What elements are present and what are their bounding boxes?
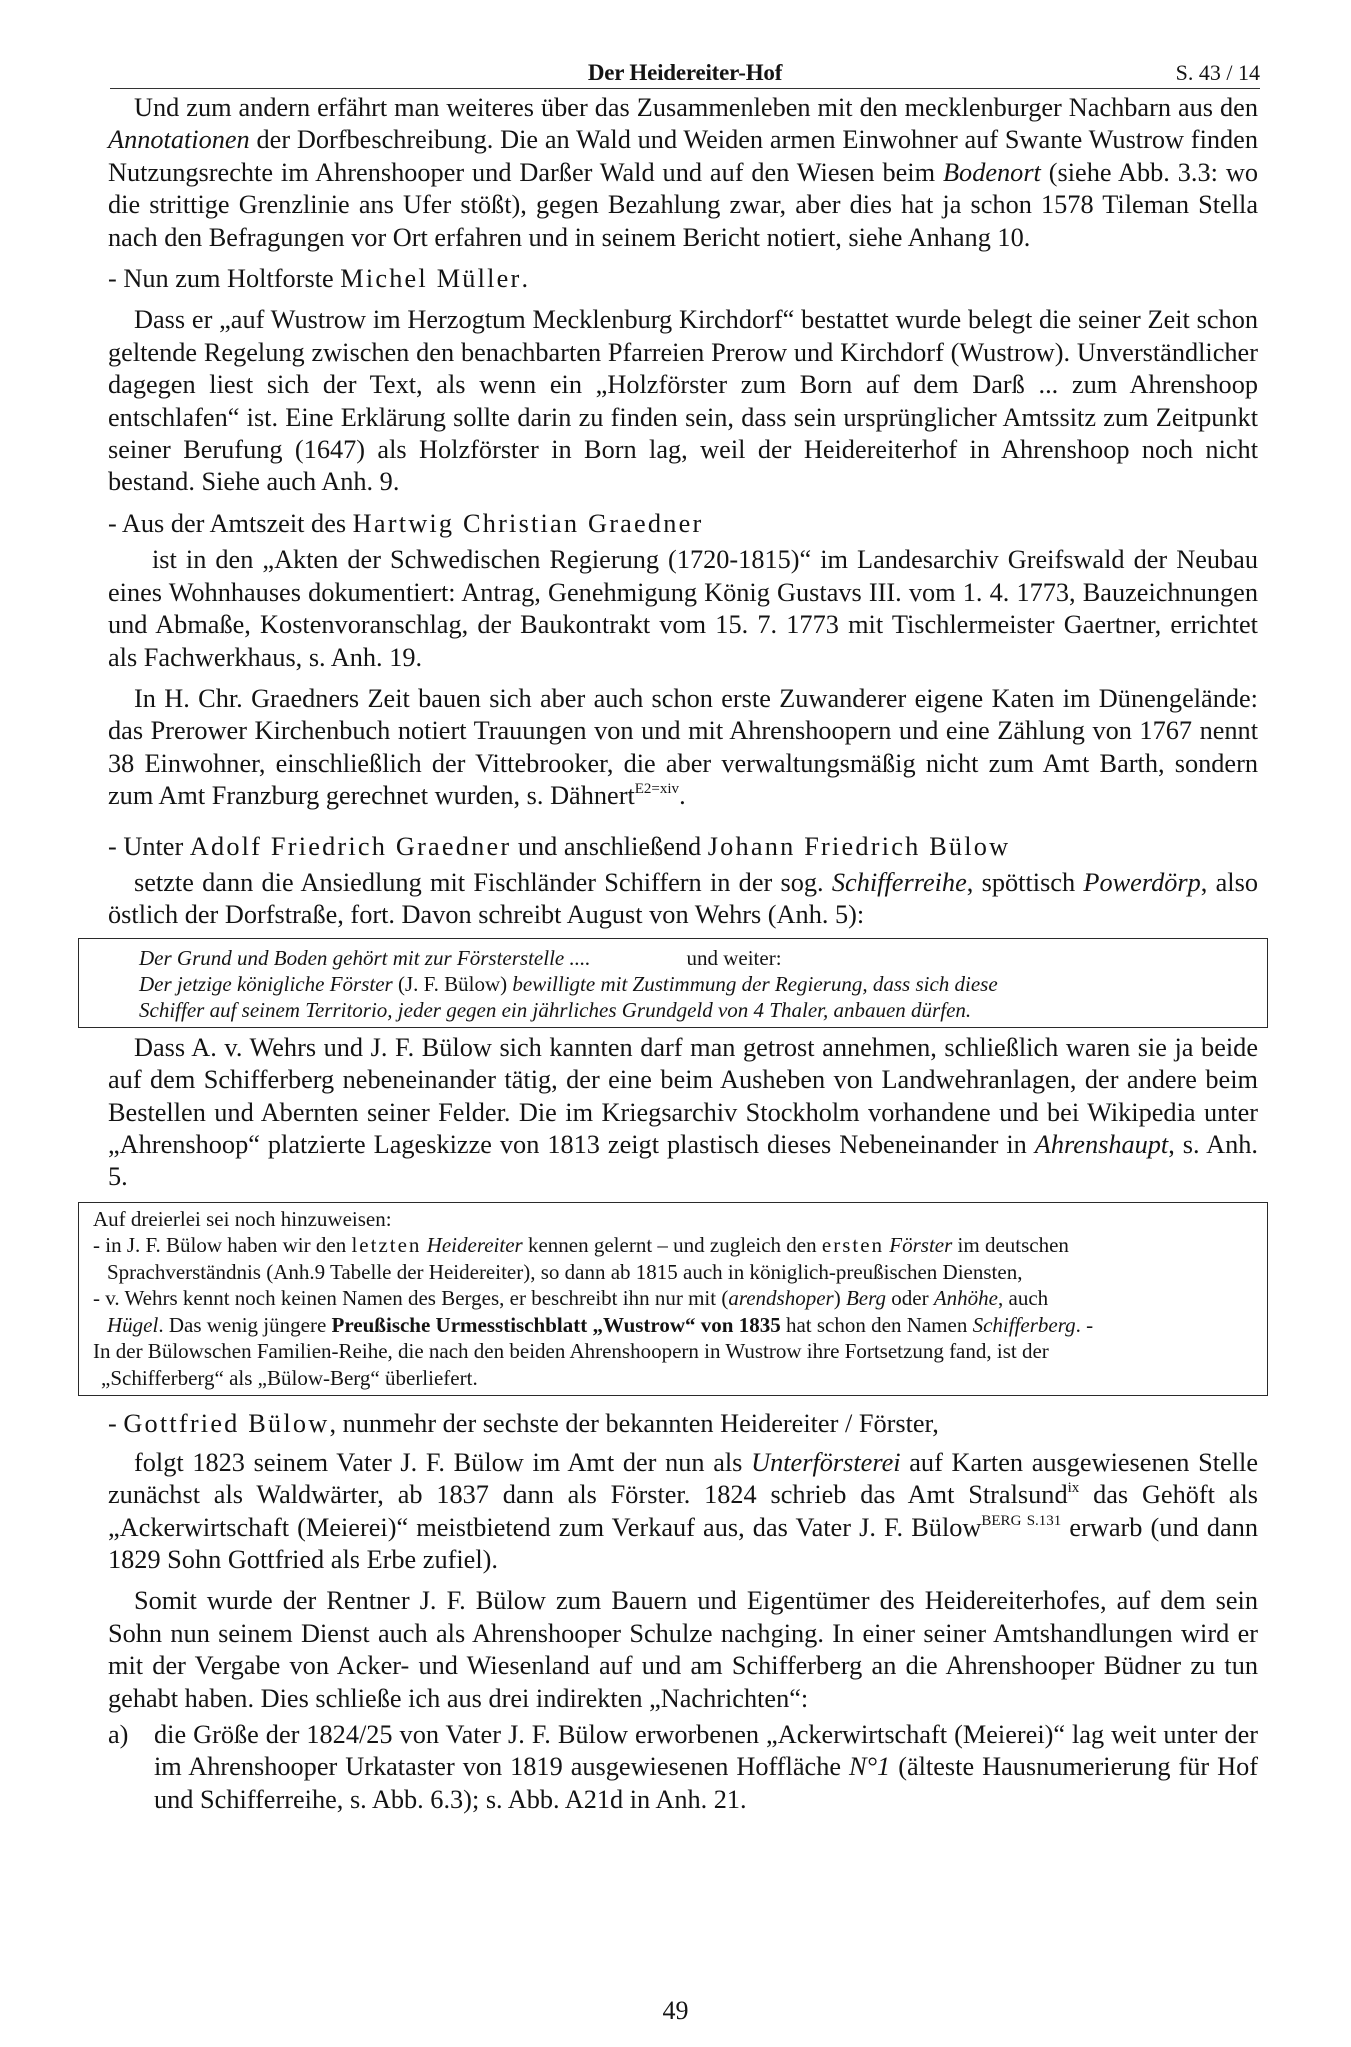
chapter-title: Der Heidereiter-Hof [587,60,783,85]
text: - Aus der Amtszeit des [108,508,353,538]
emphasis: Berg [845,1286,887,1311]
section-heading-adolf [108,831,1258,863]
text: Dass A. v. Wehrs und J. F. Bülow sich kannten darf man getrost annehmen, schließlich waren sie ja beide auf dem Schifferberg nebeneinander tätig, der eine beim Ausheben von Landwehranlagen, der andere beim Bestellen und Abernten seiner Felder. Die im Kriegsarchiv Stockholm vorhandene und bei Wikipedia unter „Ahrenshoop“ platzierte Lageskizze von 1813 zeigt plastisch dieses Nebeneinander in [108,1032,1258,1159]
paragraph-wehrs [108,1032,1258,1194]
text: - Nun zum Holtforste [108,264,341,294]
emphasis: Ahrenshaupt [1034,1129,1169,1159]
note-item-2 [93,1285,1255,1312]
text: , s. Anh. 5. [108,1129,1258,1192]
text: oder [886,1286,934,1311]
emphasis: Bodenort [942,157,1041,187]
footnote-ref: E2=xiv [634,781,680,798]
section-heading-graedner [108,508,1258,540]
text: im deutschen [952,1233,1069,1258]
footnote-ref: BERG S.131 [981,1512,1062,1529]
emphasis: Anhöhe [933,1286,999,1311]
section-heading-mueller [108,263,1258,295]
text: die Größe der 1824/25 von Vater J. F. Bülow erworbenen „Ackerwirtschaft (Meierei)“ lag weit unter der im Ahrenshooper Urkataster von 1819 ausgewiesenen Hoffläche [154,1719,1258,1782]
list-label: a) [108,1719,129,1749]
text: Und zum andern erfährt man weiteres über das Zusammenleben mit den mecklenburger Nachbarn aus den [134,93,1258,122]
note-box [78,1202,1268,1397]
text: der Dorfbeschreibung. Die an Wald und Weiden armen Einwohner auf Swante Wustrow finden Nutzungsrechte im Ahrenshooper und Darßer Wald und auf den Wiesen beim [108,125,1258,187]
text: und weiter: [686,945,782,970]
text: , spöttisch [966,867,1084,897]
text: folgt 1823 seinem Vater J. F. Bülow im Amt der nun als [134,1447,752,1477]
text: - v. Wehrs kennt noch keinen Namen des Berges, er beschreibt ihn nur mit ( [93,1286,729,1311]
page-number: 49 [662,1996,689,2025]
section-heading-gottfried [108,1408,1258,1440]
paragraph-annotations [108,92,1258,254]
emphasis: Annotationen [108,125,250,155]
spaced-word: ersten [821,1233,885,1258]
paragraph-ansiedlung [108,867,1258,932]
text: das Gehöft als „Ackerwirtschaft (Meierei)“ meistbietend zum Verkauf aus, das Vater J. F. Bülow [108,1480,1258,1542]
emphasis: arendshoper [728,1286,834,1311]
text: , also östlich der Dorfstraße, fort. Davon schreibt August von Wehrs (Anh. 5): [108,867,1258,930]
body-text [93,92,1258,1816]
bold-text: Preußische Urmesstischblatt „Wustrow“ von 1835 [331,1312,781,1337]
note-title: Auf dreierlei sei noch hinzuweisen: [93,1206,392,1231]
emphasis: Förster [889,1233,953,1258]
paragraph-zuwanderer [108,683,1258,813]
person-name: Johann Friedrich Bülow [707,831,1011,861]
emphasis: N°1 [849,1752,891,1782]
emphasis: Schifferreihe [831,867,967,897]
person-name: Adolf Friedrich Graedner [189,831,512,861]
text: , nunmehr der sechste der bekannten Heidereiter / Förster, [329,1409,939,1439]
emphasis: Hügel [107,1312,159,1337]
text: - [108,1409,124,1439]
text: - in J. F. Bülow haben wir den [93,1233,352,1258]
note-item-1-cont: Sprachverständnis (Anh.9 Tabelle der Heidereiter), so dann ab 1815 auch in königlich-preußischen Diensten, [107,1259,1023,1284]
emphasis: Powerdörp [1083,867,1201,897]
text: (J. F. Bülow) [392,971,513,996]
note-item-3: In der Bülowschen Familien-Reihe, die nach den beiden Ahrenshoopern in Wustrow ihre Fortsetzung fand, ist der [93,1339,1049,1364]
quote-box [78,938,1268,1028]
text: (siehe Abb. 3.3: wo die strittige Grenzlinie ans Ufer stößt), gegen Bezahlung zwar, aber dies hat ja schon 1578 Tileman Stella nach den Befragungen vor Ort erfahren und in seinem Bericht notiert, siehe Anhang 10. [108,157,1258,252]
text: setzte dann die Ansiedlung mit Fischländer Schiffern in der sog. [134,867,832,897]
page-reference: S. 43 / 14 [1175,60,1260,85]
list-item-a [108,1719,1258,1816]
text: . [521,264,529,294]
quote-text: Der jetzige königliche Förster [139,971,393,996]
text: . Das wenig jüngere [158,1312,332,1337]
emphasis: Unterförsterei [751,1447,901,1477]
list-text [154,1719,1258,1816]
running-header [110,60,1260,89]
paragraph-rentner: Somit wurde der Rentner J. F. Bülow zum Bauern und Eigentümer des Heidereiterhofes, auf dem sein Sohn nun seinem Dienst auch als Ahrenshooper Schulze nachging. In einer seiner Amtshandlungen wird er mit der Vergabe von Acker- und Wiesenland auf und am Schifferberg an die Ahrenshooper Büdner zu tun gehabt haben. Dies schließe ich aus drei indirekten „Nachrichten“: [108,1586,1258,1713]
note-item-2-cont [93,1312,1255,1339]
person-name: Michel Müller [340,264,522,294]
footnote-ref: ix [1067,1480,1080,1497]
text: kennen gelernt – und zugleich den [522,1233,822,1258]
note-item-1 [93,1232,1255,1259]
text: erwarb (und dann 1829 Sohn Gottfried als Erbe zufiel). [108,1512,1258,1574]
quote-text: Der Grund und Boden gehört mit zur Försterstelle .... [139,945,591,970]
text: auf Karten ausgewiesenen Stelle zunächst als Waldwärter, ab 1837 dann als Förster. 1824 schrieb das Amt Stralsund [108,1447,1258,1510]
text: hat schon den Namen [780,1312,973,1337]
text: . - [1075,1312,1094,1337]
text: (älteste Hausnumerierung für Hof und Schifferreihe, s. Abb. 6.3); s. Abb. A21d in Anh. 21. [154,1752,1258,1814]
note-item-3-cont: „Schifferberg“ als „Bülow-Berg“ überliefert. [101,1365,478,1390]
emphasis: Heidereiter [426,1233,523,1258]
person-name: Gottfried Bülow [123,1409,330,1439]
quote-line [139,945,1255,971]
spaced-word: letzten [351,1233,422,1258]
quote-text: bewilligte mit Zustimmung der Regierung, dass sich diese [512,971,998,996]
text: - Unter [108,831,190,861]
paragraph-mueller: Dass er „auf Wustrow im Herzogtum Mecklenburg Kirchdorf“ bestattet wurde belegt die seiner Zeit schon geltende Regelung zwischen den benachbarten Pfarreien Prerow und Kirchdorf (Wustrow). Unverständlicher dagegen liest sich der Text, als wenn ein „Holzförster zum Born auf dem Darß ... zum Ahrenshoop entschlafen“ ist. Eine Erklärung sollte darin zu finden sein, dass sein ursprünglicher Amtssitz zum Zeitpunkt seiner Berufung (1647) als Holzförster in Born lag, weil der Heidereiterhof in Ahrenshoop noch nicht bestand. Siehe auch Anh. 9. [108,305,1258,497]
person-name: Hartwig Christian Graedner [352,508,704,538]
text: ) [833,1286,846,1311]
text: , auch [998,1286,1049,1311]
quote-text: Schiffer auf seinem Territorio, jeder gegen ein jährliches Grundgeld von 4 Thaler, anbauen dürfen. [139,997,972,1022]
quote-line [139,997,1255,1023]
paragraph-gottfried [108,1447,1258,1577]
text: In H. Chr. Graedners Zeit bauen sich aber auch schon erste Zuwanderer eigene Katen im Dünengelände: das Prerower Kirchenbuch notiert Trauungen von und mit Ahrenshoopern und eine Zählung von 1767 nennt 38 Einwohner, einschließlich der Vittebrooker, die aber verwaltungsmäßig nicht zum Amt Barth, sondern zum Amt Franzburg gerechnet wurden, s. Dähnert [108,683,1258,811]
text: . [679,781,686,811]
text: und anschließend [511,831,708,861]
quote-line [139,971,1255,997]
emphasis: Schifferberg [972,1312,1076,1337]
paragraph-graedner: ist in den „Akten der Schwedischen Regierung (1720-1815)“ im Landesarchiv Greifswald der Neubau eines Wohnhauses dokumentiert: Antrag, Genehmigung König Gustavs III. vom 1. 4. 1773, Bauzeichnungen und Abmaße, Kostenvoranschlag, der Baukontrakt vom 15. 7. 1773 mit Tischlermeister Gaertner, errichtet als Fachwerkhaus, s. Anh. 19. [108,545,1258,672]
